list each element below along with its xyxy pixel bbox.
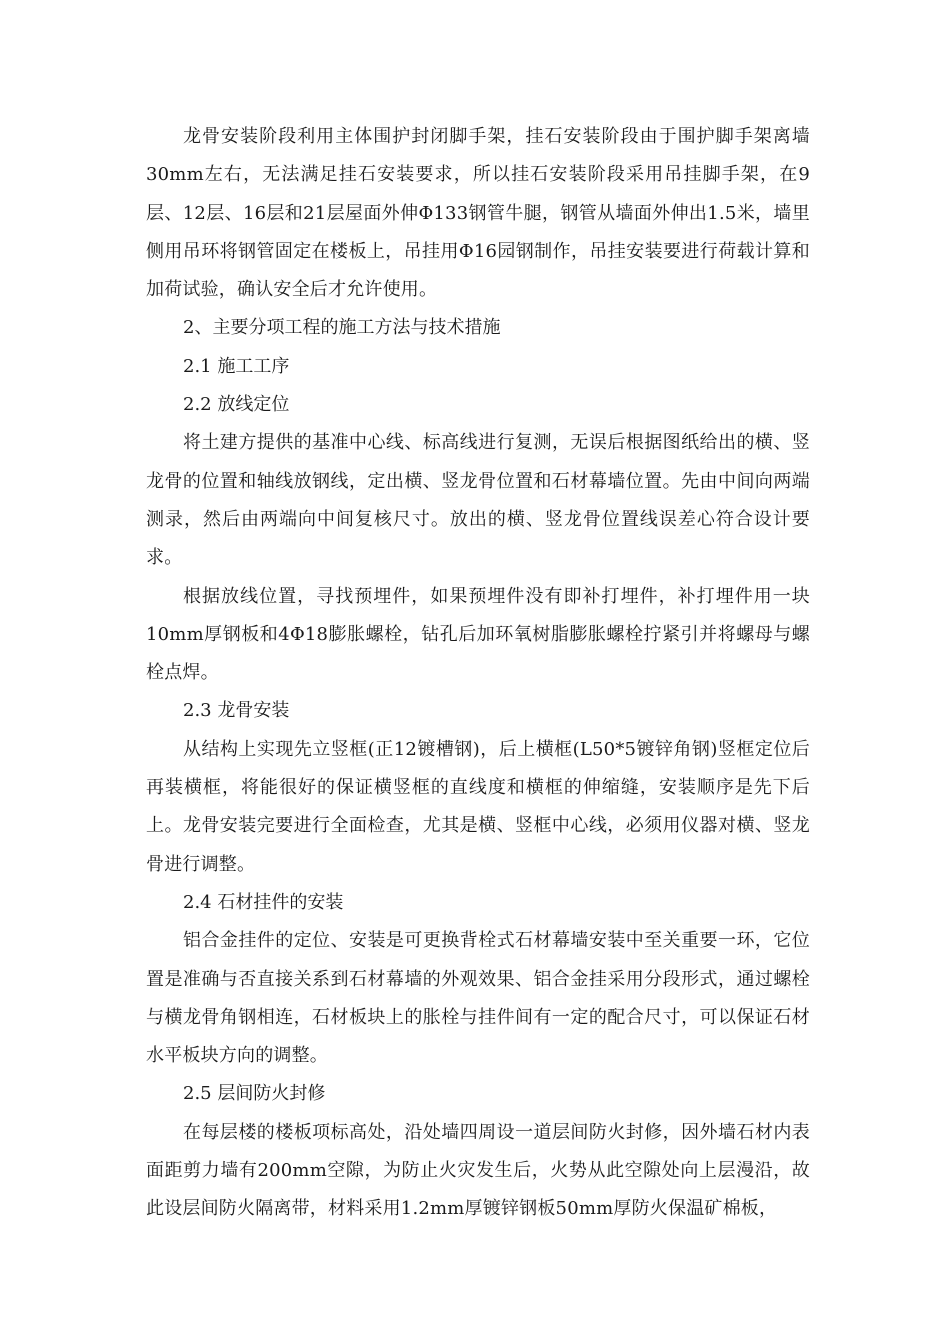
paragraph-layout-survey: 将土建方提供的基准中心线、标高线进行复测，无误后根据图纸给出的横、竖龙骨的位置和轴线放钢线，定出横、竖龙骨位置和石材幕墙位置。先由中间向两端测录，然后由两端向中间复核尺寸。放出的横、竖龙骨位置线误差心符合设计要求。 xyxy=(146,432,810,569)
section-heading-2-1: 2.1 施工工序 xyxy=(183,355,290,377)
paragraph-scaffolding: 龙骨安装阶段利用主体围护封闭脚手架，挂石安装阶段由于围护脚手架离墙30mm左右，无法满足挂石安装要求，所以挂石安装阶段采用吊挂脚手架，在9层、12层、16层和21层屋面外伸Φ133钢管牛腿，钢管从墙面外伸出1.5米，墙里侧用吊环将钢管固定在楼板上，吊挂用Φ16园钢制作，吊挂安装要进行荷载计算和加荷试验，确认安全后才允许使用。 xyxy=(146,126,810,301)
paragraph-stone-hanger: 铝合金挂件的定位、安装是可更换背栓式石材幕墙安装中至关重要一环，它位置是准确与否直接关系到石材幕墙的外观效果、铝合金挂采用分段形式，通过螺栓与横龙骨角钢相连，石材板块上的胀栓与挂件间有一定的配合尺寸，可以保证石材水平板块方向的调整。 xyxy=(146,930,810,1067)
paragraph-fire-seal: 在每层楼的楼板项标高处，沿处墙四周设一道层间防火封修，因外墙石材内表面距剪力墙有200mm空隙，为防止火灾发生后，火势从此空隙处向上层漫沿，故此设层间防火隔离带，材料采用1.2mm厚镀锌钢板50mm厚防火保温矿棉板， xyxy=(146,1121,810,1220)
section-heading-2: 2、主要分项工程的施工方法与技术措施 xyxy=(183,317,501,339)
section-heading-2-5: 2.5 层间防火封修 xyxy=(183,1083,326,1105)
paragraph-keel-install: 从结构上实现先立竖框(正12镀槽钢)，后上横框(L50*5镀锌角钢)竖框定位后再装横框，将能很好的保证横竖框的直线度和横框的伸缩缝，安装顺序是先下后上。龙骨安装完要进行全面检查，尤其是横、竖框中心线，必须用仪器对横、竖龙骨进行调整。 xyxy=(146,738,810,875)
section-heading-2-3: 2.3 龙骨安装 xyxy=(183,700,290,722)
section-heading-2-4: 2.4 石材挂件的安装 xyxy=(183,891,344,913)
document-page xyxy=(146,118,810,1229)
paragraph-embedded-parts: 根据放线位置，寻找预埋件，如果预埋件没有即补打埋件，补打埋件用一块10mm厚钢板和4Φ18膨胀螺栓，钻孔后加环氧树脂膨胀螺栓拧紧引并将螺母与螺栓点焊。 xyxy=(146,585,810,684)
section-heading-2-2: 2.2 放线定位 xyxy=(183,394,290,416)
